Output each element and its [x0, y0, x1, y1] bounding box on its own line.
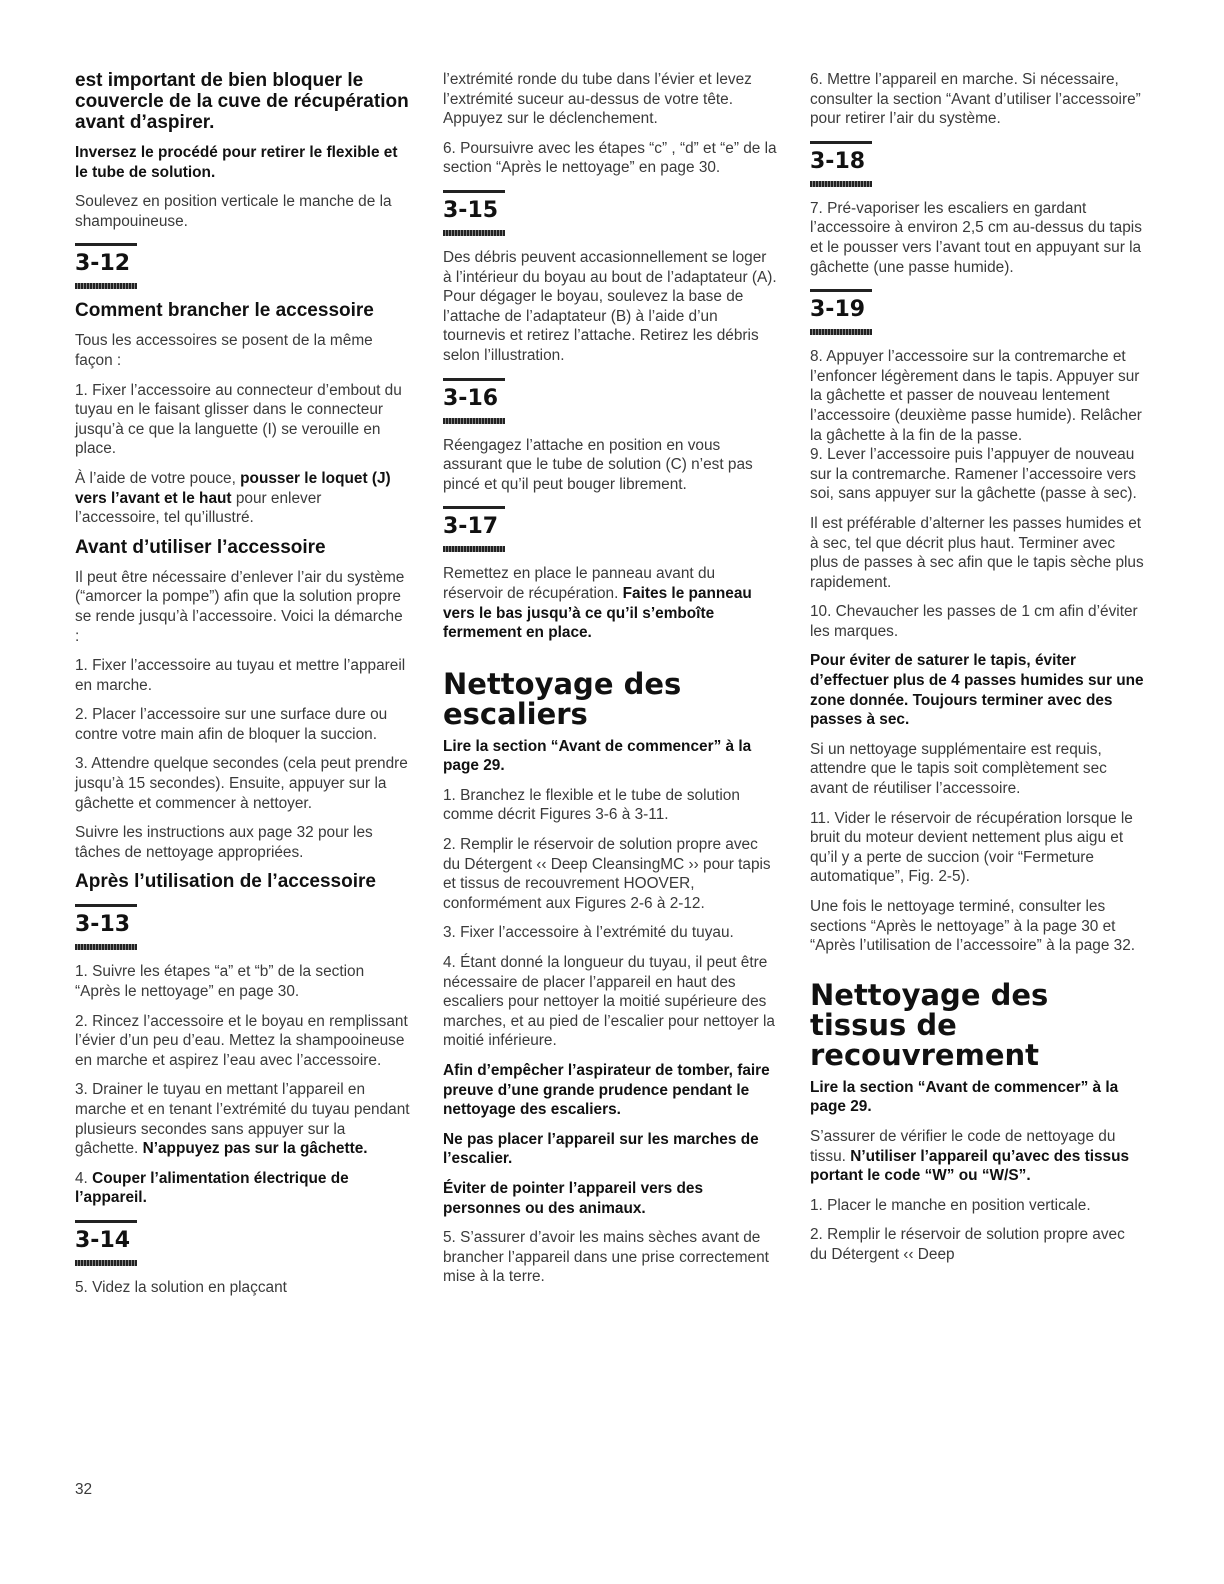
heading-stairs-cleaning: Nettoyage des escaliers	[443, 666, 682, 731]
follow-instructions-text: Suivre les instructions aux page 32 pour les tâches de nettoyage appropriées.	[75, 824, 373, 861]
stairs-step-1: 1. Branchez le flexible et le tube de solution comme décrit Figures 3-6 à 3-11.	[443, 786, 740, 824]
upholstery-step-1: 1. Placer le manche en position verticale.	[810, 1196, 1091, 1214]
figure-label-3-18: 3-18	[810, 141, 872, 187]
stairs-step-3: 3. Fixer l’accessoire à l’extrémité du tuyau.	[443, 924, 734, 942]
read-before-starting-note-2: Lire la section “Avant de commencer” à la page 29.	[810, 1078, 1119, 1116]
drain-continuation-text: l’extrémité ronde du tube dans l’évier et levez l’extrémité suceur au-dessus de votre tête. Appuyez sur le déclenchement.	[443, 71, 752, 128]
alternate-passes-text: Il est préférable d’alterner les passes humides et à sec, tel que décrit plus haut. Terminer avec plus de passes à sec afin que le tapis sèche plus rapidement.	[810, 514, 1144, 591]
figure-label-3-16: 3-16	[443, 378, 505, 424]
lock-lid-note: est important de bien bloquer le couvercle de la cuve de récupération avant d’aspirer.	[75, 70, 409, 133]
page-number: 32	[75, 1481, 93, 1498]
column-1	[75, 70, 410, 1308]
figure-label-3-13: 3-13	[75, 904, 137, 950]
prime-step-1: 1. Fixer l’accessoire au tuyau et mettre l’appareil en marche.	[75, 657, 406, 694]
stairs-step-8: 8. Appuyer l’accessoire sur la contremarche et l’enfoncer légèrement dans le tapis. Appuyer sur la gâchette et passer de nouveau lentement l’accessoire (deuxième passe humide). Relâcher la gâchette à la fin de la passe.	[810, 348, 1142, 444]
figure-label-3-14: 3-14	[75, 1220, 137, 1266]
stairs-step-4: 4. Étant donné la longueur du tuyau, il peut être nécessaire de placer l’appareil en haut des escaliers pour nettoyer la moitié supérieure des marches, et au pied de l’escalier pour nettoyer la moitié inférieure.	[443, 954, 775, 1050]
after-step-1: 1. Suivre les étapes “a” et “b” de la section “Après le nettoyage” en page 30.	[75, 963, 365, 1001]
prime-step-2: 2. Placer l’accessoire sur une surface dure ou contre votre main afin de bloquer la succion.	[75, 706, 388, 743]
all-accessories-text: Tous les accessoires se posent de la même façon :	[75, 332, 373, 369]
after-step-4: 4. Couper l’alimentation électrique de l’appareil.	[75, 1169, 349, 1207]
column-3	[810, 70, 1145, 1275]
heading-before-using-accessory: Avant d’utiliser l’accessoire	[75, 536, 326, 558]
read-before-starting-note: Lire la section “Avant de commencer” à la page 29.	[443, 737, 752, 775]
after-step-3: 3. Drainer le tuyau en mettant l’appareil en marche et en tenant l’extrémité du tuyau pendant plusieurs secondes sans appuyer sur la gâchette. N’appuyez pas sur la gâchette.	[75, 1081, 410, 1158]
after-step-5: 5. Videz la solution en plaçcant	[75, 1278, 287, 1296]
stairs-step-10: 10. Chevaucher les passes de 1 cm afin d’éviter les marques.	[810, 603, 1138, 640]
heading-after-using-accessory: Après l’utilisation de l’accessoire	[75, 871, 376, 893]
stairs-step-6: 6. Mettre l’appareil en marche. Si nécessaire, consulter la section “Avant d’utiliser l’accessoire” pour retirer l’air du système.	[810, 71, 1141, 128]
heading-upholstery-cleaning: Nettoyage des tissus de recouvrement	[810, 977, 1049, 1072]
step-attach-text: 1. Fixer l’accessoire au connecteur d’embout du tuyau en le faisant glisser dans le connecteur jusqu’à ce que la languette (I) se verouille en place.	[75, 381, 402, 458]
saturation-warning: Pour éviter de saturer le tapis, éviter d’effectuer plus de 4 passes humides sur une zone donnée. Toujours terminer avec des passes à sec.	[810, 652, 1144, 729]
stairs-step-11: 11. Vider le réservoir de récupération lorsque le bruit du moteur devient nettement plus aigu et qu’il y a perte de succion (voir “Fermeture automatique”, Fig. 2-5).	[810, 809, 1133, 886]
when-finished-text: Une fois le nettoyage terminé, consulter les sections “Après le nettoyage” à la page 30 et “Après l’utilisation de l’accessoire” à la page 32.	[810, 898, 1136, 955]
extra-cleaning-text: Si un nettoyage supplémentaire est requis, attendre que le tapis soit complètement sec avant de réutiliser l’accessoire.	[810, 740, 1107, 798]
prime-step-3: 3. Attendre quelque secondes (cela peut prendre jusqu’à 15 secondes). Ensuite, appuyer sur la gâchette et commencer à nettoyer.	[75, 755, 408, 812]
warning-fall: Afin d’empêcher l’aspirateur de tomber, faire preuve d’une grande prudence pendant le nettoyage des escaliers.	[443, 1062, 770, 1119]
stairs-step-5: 5. S’assurer d’avoir les mains sèches avant de brancher l’appareil dans une prise correctement mise à la terre.	[443, 1229, 769, 1286]
figure-label-3-12: 3-12	[75, 243, 137, 289]
warning-not-on-stairs: Ne pas placer l’appareil sur les marches de l’escalier.	[443, 1130, 759, 1168]
replace-panel-text: Remettez en place le panneau avant du réservoir de récupération. Faites le panneau vers le bas jusqu’à ce qu’il s’emboîte fermement en place.	[443, 565, 752, 642]
after-step-6: 6. Poursuivre avec les étapes “c” , “d” et “e” de la section “Après le nettoyage” en page 30.	[443, 139, 777, 177]
reengage-clip-text: Réengagez l’attache en position en vous assurant que le tube de solution (C) n’est pas pincé et qu’il peut bouger librement.	[443, 436, 753, 493]
stairs-step-2: 2. Remplir le réservoir de solution propre avec du Détergent ‹‹ Deep CleansingMC ›› pour tapis et tissus de recouvrement HOOVER, conformément aux Figures 2-6 à 2-12.	[443, 836, 771, 912]
upholstery-step-2: 2. Remplir le réservoir de solution propre avec du Détergent ‹‹ Deep	[810, 1226, 1125, 1263]
thumb-release-text: À l’aide de votre pouce, pousser le loquet (J) vers l’avant et le haut pour enlever l’accessoire, tel qu’illustré.	[75, 469, 391, 527]
fabric-code-text: S’assurer de vérifier le code de nettoyage du tissu. N’utiliser l’appareil qu’avec des tissus portant le code “W” ou “W/S”.	[810, 1127, 1130, 1185]
figure-label-3-19: 3-19	[810, 289, 872, 335]
debris-text: Des débris peuvent accasionnellement se loger à l’intérieur du boyau au bout de l’adaptateur (A). Pour dégager le boyau, soulevez la base de l’attache de l’adaptateur (B) à l’aide d’un tournevis et retirez l’attache. Retirez les débris selon l’illustration.	[443, 248, 777, 364]
column-2	[443, 70, 778, 1297]
figure-label-3-15: 3-15	[443, 190, 505, 236]
warning-pointing: Éviter de pointer l’appareil vers des personnes ou des animaux.	[443, 1179, 704, 1217]
stairs-step-7: 7. Pré-vaporiser les escaliers en gardant l’accessoire à environ 2,5 cm au-dessus du tapis et le pousser vers l’avant tout en appuyant sur la gâchette (une passe humide).	[810, 199, 1142, 276]
lift-handle-text: Soulevez en position verticale le manche de la shampouineuse.	[75, 193, 392, 230]
stairs-step-9: 9. Lever l’accessoire puis l’appuyer de nouveau sur la contremarche. Ramener l’accessoire vers soi, sans appuyer sur la gâchette (passe à sec).	[810, 446, 1137, 503]
reverse-procedure-note: Inversez le procédé pour retirer le flexible et le tube de solution.	[75, 144, 398, 181]
heading-connect-accessory: Comment brancher le accessoire	[75, 300, 374, 322]
after-step-2: 2. Rincez l’accessoire et le boyau en remplissant l’évier d’un peu d’eau. Mettez la shampooineuse en marche et aspirez l’eau avec l’accessoire.	[75, 1012, 408, 1069]
figure-label-3-17: 3-17	[443, 506, 505, 552]
prime-pump-text: Il peut être nécessaire d’enlever l’air du système (“amorcer la pompe”) afin que la solution propre se rende jusqu’à l’accessoire. Voici la démarche :	[75, 568, 405, 645]
